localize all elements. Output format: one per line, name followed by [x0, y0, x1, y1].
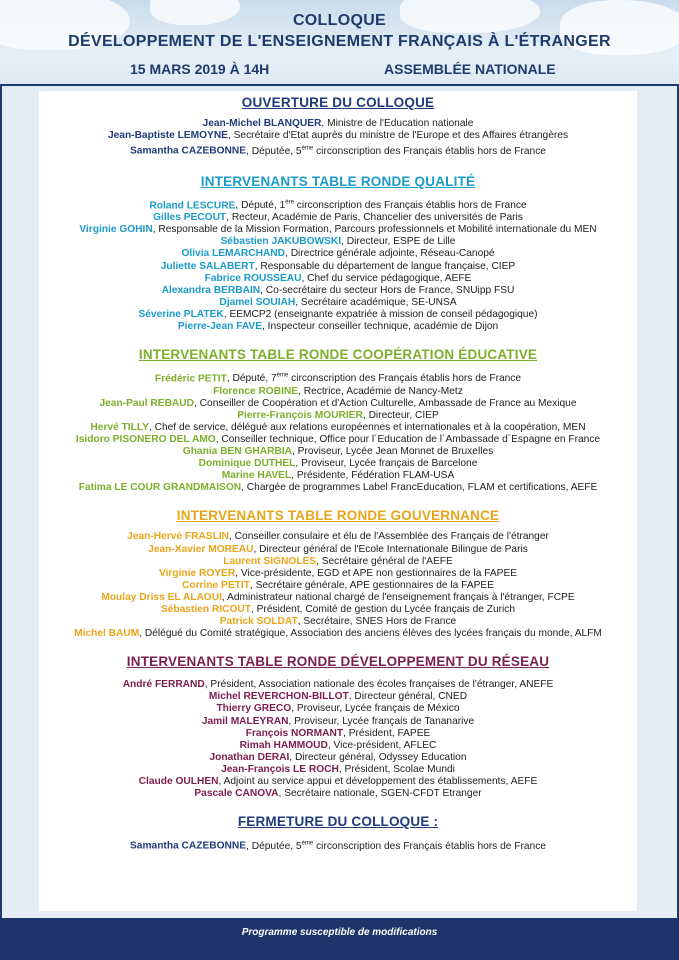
speaker-role: , Directeur général, Odyssey Education: [289, 751, 467, 763]
speaker-role: , Directeur général, CNED: [348, 691, 468, 703]
speaker-line: [39, 236, 637, 248]
speaker-line: [39, 321, 637, 333]
program-panel: [39, 91, 637, 911]
speaker-line: [39, 470, 637, 482]
speaker-role: , Administrateur national chargé de l'enseignement français à l'étranger, FCPE: [221, 591, 575, 603]
section-ouverture: [39, 95, 637, 158]
speaker-name: Laurent SIGNOLES: [223, 555, 317, 567]
speaker-line: [39, 764, 637, 776]
speaker-role: , Présidente, Fédération FLAM-USA: [291, 470, 455, 482]
speaker-name: Thierry GRECO: [216, 703, 292, 715]
speaker-line: [39, 716, 637, 728]
speaker-role: , Rectrice, Académie de Nancy-Metz: [298, 385, 463, 397]
speaker-line: [39, 118, 637, 130]
speaker-role: , Proviseur, Lycée français de Tananarive: [288, 715, 475, 727]
speaker-name: Jean-Xavier MOREAU: [148, 543, 254, 555]
speaker-name: Fabrice ROUSSEAU: [204, 272, 302, 284]
speaker-line: [39, 544, 637, 556]
speaker-line: [39, 273, 637, 285]
section-title: INTERVENANTS TABLE RONDE COOPÉRATION ÉDUCATIVE: [138, 347, 538, 363]
speaker-name: Jean-Michel BLANQUER: [202, 118, 322, 129]
speaker-role: , Directeur, ESPE de Lille: [341, 236, 456, 248]
speaker-name: Michel REVERCHON-BILLOT: [208, 691, 349, 703]
section-title: INTERVENANTS TABLE RONDE QUALITÉ: [200, 173, 476, 189]
speaker-line: [39, 728, 637, 740]
speaker-name: Michel BAUM: [74, 628, 140, 640]
colloque-title: COLLOQUE: [292, 12, 387, 29]
speaker-role: , Président, Scolae Mundi: [338, 763, 455, 775]
speaker-role: , Responsable de la Mission Formation, Parcours professionnels et Mobilité internationale du MEN: [152, 224, 597, 236]
speaker-name: Marine HAVEL: [221, 470, 292, 482]
speaker-role: , Députée, 5ème circonscription des Français établis hors de France: [246, 145, 546, 157]
speaker-role: , Recteur, Académie de Paris, Chancelier des universités de Paris: [226, 212, 523, 224]
speaker-role: , Directeur général de l'Ecole Internationale Bilingue de Paris: [253, 543, 528, 555]
speaker-name: Pascale CANOVA: [194, 788, 279, 800]
speaker-role: , Proviseur, Lycée français de Barcelone: [295, 458, 478, 470]
speaker-name: Jean-Hervé FRASLIN: [127, 531, 230, 543]
speaker-role: , Conseiller technique, Office pour l´Education de l´Ambassade d´Espagne en France: [215, 433, 601, 445]
speaker-role: , Secrétaire générale, APE gestionnaires de la FAPEE: [249, 579, 494, 591]
speaker-line: [39, 580, 637, 592]
section-cooperation: [39, 347, 637, 494]
speaker-name: Virginie ROYER: [158, 567, 236, 579]
speaker-name: Pierre-François MOURIER: [237, 409, 363, 421]
speaker-line: [39, 628, 637, 640]
speaker-name: Jean-François LE ROCH: [221, 763, 339, 775]
speaker-name: Jonathan DERAI: [209, 751, 290, 763]
speaker-role: , Secrétaire nationale, SGEN-CFDT Etranger: [278, 788, 482, 800]
speaker-line: [39, 776, 637, 788]
speaker-role: , Chef du service pédagogique, AEFE: [301, 272, 472, 284]
speaker-role: , Vice-présidente, EGD et APE non gestionnaires de la FAPEE: [235, 567, 518, 579]
speaker-role: , Secrétaire académique, SE-UNSA: [295, 296, 457, 308]
speaker-name: Juliette SALABERT: [160, 260, 255, 272]
section-title: INTERVENANTS TABLE RONDE GOUVERNANCE: [176, 508, 500, 524]
speaker-name: Roland LESCURE: [149, 200, 236, 212]
section-title: FERMETURE DU COLLOQUE :: [237, 814, 439, 830]
section-title: INTERVENANTS TABLE RONDE DÉVELOPPEMENT DU RÉSEAU: [126, 654, 550, 670]
speaker-name: Djamel SOUIAH: [219, 296, 296, 308]
speaker-name: Moulay Driss EL ALAOUI: [101, 591, 222, 603]
speaker-role: , Chargée de programmes Label FrancEducation, FLAM et certifications, AEFE: [241, 482, 598, 494]
speaker-line: [39, 248, 637, 260]
speaker-role: , Adjoint au service appui et développement des établissements, AEFE: [218, 776, 538, 788]
speaker-name: Claude OULHEN: [138, 776, 219, 788]
speaker-line: [39, 616, 637, 628]
speaker-line: [39, 568, 637, 580]
speaker-name: Samantha CAZEBONNE: [130, 840, 247, 852]
speaker-name: François NORMANT: [245, 727, 344, 739]
speaker-line: [39, 410, 637, 422]
speaker-name: Rimah HAMMOUD: [239, 739, 328, 751]
speaker-line: [39, 691, 637, 703]
speaker-line: [39, 434, 637, 446]
speaker-line: [39, 309, 637, 321]
section-title: OUVERTURE DU COLLOQUE: [241, 95, 435, 110]
section-reseau: [39, 654, 637, 800]
speaker-name: Pierre-Jean FAVE: [177, 321, 263, 332]
footer-note: Programme susceptible de modifications: [241, 927, 438, 938]
speaker-name: Isidoro PISONERO DEL AMO: [75, 433, 216, 445]
speaker-line: [39, 370, 637, 385]
speaker-name: Corrine PETIT: [181, 579, 250, 591]
speaker-role: , Directeur, CIEP: [362, 409, 439, 421]
speaker-name: Hervé TILLY: [90, 421, 149, 433]
speaker-name: Ghania BEN GHARBIA: [182, 446, 293, 458]
speaker-role: , Président, Comité de gestion du Lycée français de Zurich: [250, 603, 516, 615]
speaker-role: , Ministre de l'Education nationale: [321, 118, 474, 129]
speaker-name: Fatima LE COUR GRANDMAISON: [78, 482, 242, 494]
speaker-line: [39, 197, 637, 212]
speaker-role: , Vice-président, AFLEC: [327, 739, 437, 751]
speaker-line: [39, 837, 637, 852]
speaker-name: Patrick SOLDAT: [219, 616, 298, 628]
speaker-name: Gilles PECOUT: [153, 212, 227, 224]
speaker-name: Florence ROBINE: [213, 385, 299, 397]
footer-bar: [0, 918, 679, 960]
speaker-role: , Conseiller consulaire et élu de l'Assemblée des Français de l'étranger: [229, 531, 549, 543]
speaker-line: [39, 703, 637, 715]
speaker-name: Frédéric PETIT: [154, 373, 227, 385]
speaker-role: , Chef de service, délégué aux relations européennes et internationales et à la coopération, MEN: [148, 421, 586, 433]
speaker-line: [39, 398, 637, 410]
speaker-line: [39, 422, 637, 434]
speaker-role: , Responsable du département de langue française, CIEP: [254, 260, 516, 272]
speaker-role: , Directrice générale adjointe, Réseau-Canopé: [285, 248, 495, 260]
speaker-role: , Co-secrétaire du secteur Hors de France, SNUipp FSU: [260, 284, 515, 296]
header-banner: [0, 0, 679, 92]
speaker-role: , Président, FAPEE: [343, 727, 431, 739]
program-sections: [39, 95, 637, 853]
speaker-role: , Député, 7ème circonscription des Français établis hors de France: [226, 373, 522, 385]
speaker-line: [39, 386, 637, 398]
speaker-name: Alexandra BERBAIN: [161, 284, 261, 296]
speaker-role: , EEMCP2 (enseignante expatriée à mission de conseil pédagogique): [223, 308, 538, 320]
speaker-role: , Proviseur, Lycée français de México: [291, 703, 460, 715]
speaker-line: [39, 142, 637, 157]
speaker-line: [39, 679, 637, 691]
colloque-venue: ASSEMBLÉE NATIONALE: [384, 61, 556, 77]
speaker-role: , Président, Association nationale des écoles françaises de l'étranger, ANEFE: [204, 679, 554, 691]
speaker-line: [39, 458, 637, 470]
speaker-line: [39, 212, 637, 224]
speaker-role: , Inspecteur conseiller technique, académie de Dijon: [262, 321, 499, 332]
speaker-role: , Conseiller de Coopération et d'Action Culturelle, Ambassade de France au Mexique: [194, 397, 577, 409]
speaker-role: , Secrétaire d'Etat auprès du ministre de l'Europe et des Affaires étrangères: [227, 130, 569, 142]
section-gouvernance: [39, 508, 637, 640]
speaker-name: Sébastien JAKUBOWSKI: [220, 236, 342, 248]
speaker-role: , Députée, 5ème circonscription des Français établis hors de France: [246, 840, 546, 852]
speaker-line: [39, 556, 637, 568]
colloque-subtitle: DÉVELOPPEMENT DE L'ENSEIGNEMENT FRANÇAIS À L'ÉTRANGER: [68, 33, 611, 50]
speaker-line: [39, 752, 637, 764]
speaker-line: [39, 604, 637, 616]
speaker-role: , Secrétaire, SNES Hors de France: [297, 616, 457, 628]
speaker-line: [39, 297, 637, 309]
speaker-role: , Député, 1ère circonscription des Français établis hors de France: [235, 199, 527, 212]
speaker-role: , Délégué du Comité stratégique, Association des anciens élèves des lycées français du monde, ALFM: [139, 628, 602, 640]
section-qualite: [39, 174, 637, 333]
speaker-role: , Proviseur, Lycée Jean Monnet de Bruxelles: [292, 446, 494, 458]
speaker-line: [39, 261, 637, 273]
section-fermeture: [39, 814, 637, 852]
speaker-line: [39, 740, 637, 752]
speaker-line: [39, 285, 637, 297]
speaker-line: [39, 446, 637, 458]
speaker-line: [39, 130, 637, 142]
speaker-name: Jamil MALEYRAN: [201, 715, 289, 727]
speaker-name: Olivia LEMARCHAND: [181, 248, 286, 260]
speaker-name: André FERRAND: [122, 679, 205, 691]
speaker-name: Dominique DUTHEL: [198, 458, 296, 470]
speaker-name: Virginie GOHIN: [79, 224, 153, 236]
speaker-name: Séverine PLATEK: [138, 308, 224, 320]
speaker-name: Samantha CAZEBONNE: [130, 145, 247, 157]
speaker-line: [39, 788, 637, 800]
speaker-role: , Secrétaire général de l'AEFE: [316, 555, 453, 567]
colloque-date: 15 MARS 2019 À 14H: [130, 61, 270, 77]
speaker-line: [39, 224, 637, 236]
speaker-name: Jean-Paul REBAUD: [99, 397, 195, 409]
speaker-line: [39, 592, 637, 604]
speaker-line: [39, 482, 637, 494]
speaker-name: Jean-Baptiste LEMOYNE: [107, 130, 228, 142]
speaker-name: Sébastien RICOUT: [160, 603, 251, 615]
speaker-line: [39, 531, 637, 543]
